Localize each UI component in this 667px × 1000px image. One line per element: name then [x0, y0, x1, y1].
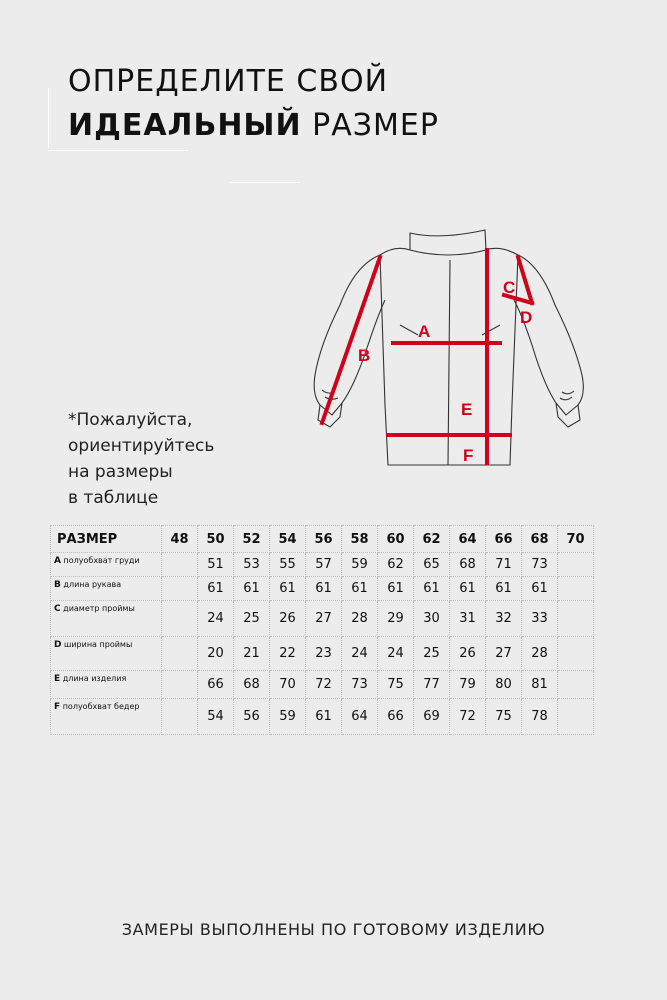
measurement-lines	[322, 250, 532, 463]
table-cell: 31	[450, 601, 486, 637]
measurement-label	[51, 637, 162, 671]
measurement-label	[51, 671, 162, 699]
table-cell: 68	[450, 553, 486, 577]
table-row	[51, 671, 594, 699]
table-row	[51, 601, 594, 637]
measurement-text: длина изделия	[62, 674, 127, 683]
table-cell: 61	[270, 577, 306, 601]
table-cell: 59	[342, 553, 378, 577]
table-cell: 68	[234, 671, 270, 699]
size-header-cell: 48	[162, 526, 198, 553]
sleeve-gathers	[322, 390, 574, 400]
table-cell: 28	[342, 601, 378, 637]
decorative-line	[48, 88, 49, 148]
table-cell: 61	[234, 577, 270, 601]
measurement-letter: F	[54, 702, 61, 712]
table-cell: 26	[270, 601, 306, 637]
table-cell: 25	[414, 637, 450, 671]
size-header-cell: 50	[198, 526, 234, 553]
measurement-text: полуобхват бедер	[62, 702, 140, 711]
decorative-line	[230, 182, 300, 183]
table-cell: 59	[270, 699, 306, 735]
table-cell: 66	[378, 699, 414, 735]
table-cell: 61	[198, 577, 234, 601]
table-cell: 28	[522, 637, 558, 671]
table-cell	[558, 577, 594, 601]
table-cell: 72	[306, 671, 342, 699]
measurement-label	[51, 601, 162, 637]
table-cell: 20	[198, 637, 234, 671]
table-cell: 32	[486, 601, 522, 637]
title-rest-word: РАЗМЕР	[312, 108, 439, 143]
table-cell	[558, 671, 594, 699]
size-header-cell: 64	[450, 526, 486, 553]
table-row	[51, 637, 594, 671]
table-cell: 25	[234, 601, 270, 637]
table-cell: 23	[306, 637, 342, 671]
table-cell: 71	[486, 553, 522, 577]
label-b: B	[358, 346, 371, 365]
size-header-cell: 70	[558, 526, 594, 553]
title-line-1: ОПРЕДЕЛИТЕ СВОЙ	[68, 64, 389, 99]
footer-caption: ЗАМЕРЫ ВЫПОЛНЕНЫ ПО ГОТОВОМУ ИЗДЕЛИЮ	[121, 920, 546, 939]
table-cell: 24	[342, 637, 378, 671]
table-cell: 22	[270, 637, 306, 671]
size-header-cell: 52	[234, 526, 270, 553]
table-cell: 79	[450, 671, 486, 699]
table-cell: 21	[234, 637, 270, 671]
table-cell: 55	[270, 553, 306, 577]
size-header-cell: 62	[414, 526, 450, 553]
table-row	[51, 553, 594, 577]
decorative-line	[48, 150, 188, 151]
table-cell: 75	[486, 699, 522, 735]
size-header-cell: 54	[270, 526, 306, 553]
label-e: E	[461, 400, 473, 419]
measurement-label	[51, 577, 162, 601]
size-table	[50, 525, 594, 735]
measurement-text: ширина проймы	[64, 640, 133, 649]
table-cell: 61	[306, 699, 342, 735]
table-cell	[558, 637, 594, 671]
note-line: *Пожалуйста,	[68, 410, 193, 430]
measurement-letter: C	[54, 604, 61, 614]
blouse-outline	[314, 230, 583, 465]
size-header-cell: 58	[342, 526, 378, 553]
table-cell	[162, 699, 198, 735]
label-a: A	[418, 322, 431, 341]
size-note	[68, 407, 214, 511]
table-cell: 65	[414, 553, 450, 577]
table-cell: 73	[522, 553, 558, 577]
measurement-label	[51, 553, 162, 577]
measurement-label	[51, 699, 162, 735]
shoulder-dart	[482, 325, 500, 335]
table-cell: 29	[378, 601, 414, 637]
table-cell: 27	[306, 601, 342, 637]
table-cell	[162, 601, 198, 637]
table-cell: 33	[522, 601, 558, 637]
measure-line-d	[518, 257, 532, 303]
table-cell	[162, 577, 198, 601]
table-cell: 77	[414, 671, 450, 699]
table-cell: 80	[486, 671, 522, 699]
table-cell: 61	[450, 577, 486, 601]
label-d: D	[520, 308, 533, 327]
table-cell: 51	[198, 553, 234, 577]
size-header-cell: 56	[306, 526, 342, 553]
note-line: ориентируйтесь	[68, 436, 215, 456]
table-cell	[162, 671, 198, 699]
note-line: на размеры	[68, 462, 173, 482]
size-header-cell: 66	[486, 526, 522, 553]
table-cell: 64	[342, 699, 378, 735]
table-cell: 24	[198, 601, 234, 637]
page-title	[68, 60, 439, 148]
table-row	[51, 699, 594, 735]
measurement-text: полуобхват груди	[63, 556, 140, 565]
table-cell: 61	[414, 577, 450, 601]
measurement-letter: B	[54, 580, 61, 590]
size-header-cell: 60	[378, 526, 414, 553]
table-cell	[558, 699, 594, 735]
table-cell	[558, 553, 594, 577]
table-cell: 70	[270, 671, 306, 699]
table-cell: 78	[522, 699, 558, 735]
table-cell: 27	[486, 637, 522, 671]
measurement-text: диаметр проймы	[63, 604, 135, 613]
table-cell: 69	[414, 699, 450, 735]
table-cell: 61	[342, 577, 378, 601]
table-cell: 24	[378, 637, 414, 671]
table-cell	[162, 553, 198, 577]
measurement-letter: D	[54, 640, 62, 650]
table-cell: 56	[234, 699, 270, 735]
table-cell: 61	[306, 577, 342, 601]
shoulder-dart	[400, 325, 418, 335]
table-cell: 62	[378, 553, 414, 577]
table-cell: 72	[450, 699, 486, 735]
table-cell: 61	[522, 577, 558, 601]
collar-outline	[410, 230, 486, 255]
size-header-row	[51, 526, 594, 553]
note-line: в таблице	[68, 488, 159, 508]
title-bold-word: ИДЕАЛЬНЫЙ	[68, 108, 302, 143]
table-cell: 61	[486, 577, 522, 601]
size-header-cell: 68	[522, 526, 558, 553]
measurement-letter: A	[54, 556, 61, 566]
table-cell: 66	[198, 671, 234, 699]
table-cell: 73	[342, 671, 378, 699]
size-header-label: РАЗМЕР	[51, 526, 162, 553]
table-cell: 75	[378, 671, 414, 699]
measurement-letter: E	[54, 674, 61, 684]
table-cell: 81	[522, 671, 558, 699]
label-c: C	[503, 278, 516, 297]
table-cell	[162, 637, 198, 671]
table-cell: 57	[306, 553, 342, 577]
measurement-text: длина рукава	[63, 580, 122, 589]
title-line-2	[68, 104, 439, 148]
label-f: F	[463, 446, 474, 465]
table-cell: 26	[450, 637, 486, 671]
table-cell: 61	[378, 577, 414, 601]
table-cell: 30	[414, 601, 450, 637]
table-row	[51, 577, 594, 601]
table-cell: 54	[198, 699, 234, 735]
garment-measurement-diagram	[300, 205, 600, 475]
table-cell: 53	[234, 553, 270, 577]
table-cell	[558, 601, 594, 637]
